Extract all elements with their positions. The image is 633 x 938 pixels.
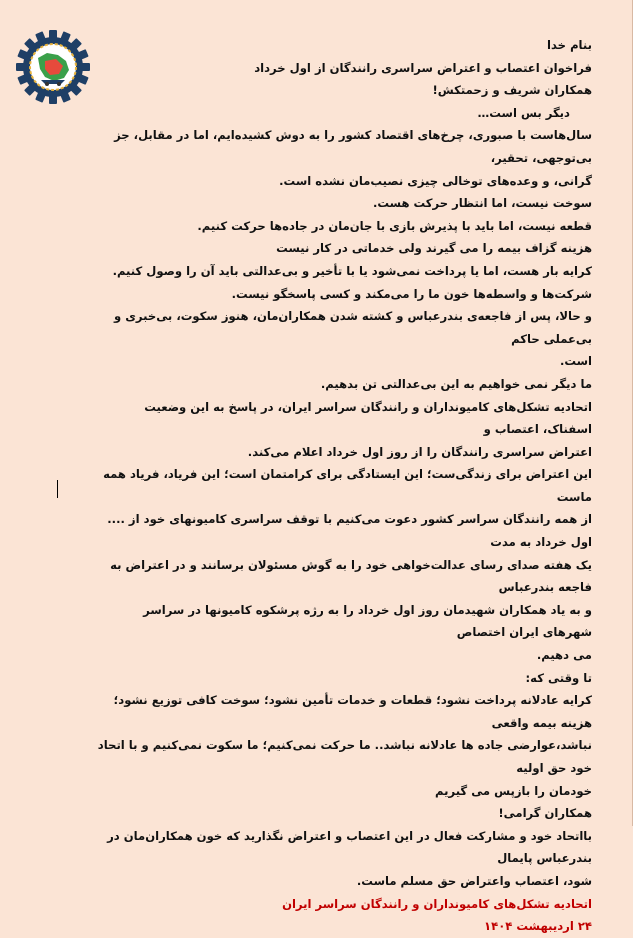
header-basmala: بنام خدا xyxy=(547,38,592,52)
body-line: قطعه نیست، اما باید با پذیرش بازی با جان‌مان در جاده‌ها حرکت کنیم. xyxy=(197,218,592,233)
body-line: از همه رانندگان سراسر کشور دعوت می‌کنیم با توقف سراسری کامیونهای خود از .... اول خرداد به مدت xyxy=(107,512,592,550)
document-title: فراخوان اعتصاب و اعتراض سراسری رانندگان از اول خرداد xyxy=(254,60,592,75)
body-line: شود، اعتصاب واعتراض حق مسلم ماست. xyxy=(356,873,592,888)
text-cursor xyxy=(57,480,58,498)
body-line: خودمان را بازپس می گیریم xyxy=(435,783,592,798)
body-line: و به یاد همکاران شهیدمان روز اول خرداد را به رژه پرشکوه کامیونها در سراسر شهرهای ایران اختصاص xyxy=(143,602,592,640)
body-line: ما دیگر نمی خواهیم به این بی‌عدالتی تن بدهیم. xyxy=(320,376,592,391)
body-line: کرایه بار هست، اما یا پرداخت نمی‌شود یا با تأخیر و بی‌عدالتی باید آن را وصول کنیم. xyxy=(112,263,592,278)
body-line: نباشد،عوارضی جاده ها عادلانه نباشد.. ما حرکت نمی‌کنیم؛ ما سکوت نمی‌کنیم و با اتحاد خود حق اولیه xyxy=(97,738,592,775)
body-line: شرکت‌ها و واسطه‌ها خون ما را می‌مکند و کسی پاسخگو نیست. xyxy=(231,286,592,301)
body-line: و حالا، پس از فاجعه‌ی بندرعباس و کشته شدن همکاران‌مان، هنوز سکوت، بی‌خبری و بی‌عملی حاکم xyxy=(114,309,592,346)
body-line: دیگر بس است… xyxy=(477,105,570,120)
body-line: هزینه گزاف بیمه را می گیرند ولی خدماتی در کار نیست xyxy=(276,241,592,256)
body-line: اعتراض سراسری رانندگان را از روز اول خرداد اعلام می‌کند. xyxy=(247,444,592,459)
body-line: سال‌هاست با صبوری، چرخ‌های اقتصاد کشور را به دوش کشیده‌ایم، اما در مقابل، جز بی‌توجهی، تحقیر، xyxy=(114,128,592,165)
body-line: یک هفته صدای رسای عدالت‌خواهی خود را به گوش مسئولان برسانند و در اعتراض به فاجعه بندرعباس xyxy=(110,557,592,595)
body-line: تا وقتی که: xyxy=(525,670,592,685)
document-date: ۲۴ اردیبهشت ۱۴۰۴ xyxy=(484,919,592,934)
greeting: همکاران شریف و زحمتکش! xyxy=(432,83,592,98)
signature: اتحادیه تشکل‌های کامیونداران و رانندگان سراسر ایران xyxy=(282,896,592,911)
body-line: سوخت نیست، اما انتظار حرکت هست. xyxy=(372,196,592,211)
document-body xyxy=(92,34,592,938)
body-line: همکاران گرامی! xyxy=(498,806,592,821)
body-line: بااتحاد خود و مشارکت فعال در این اعتصاب و اعتراض نگذارید که خون همکاران‌مان در بندرعباس پایمال xyxy=(107,828,592,866)
union-logo-icon xyxy=(14,28,92,106)
body-line: اتحادیه تشکل‌های کامیونداران و رانندگان سراسر ایران، در پاسخ به این وضعیت اسفناک، اعتصاب و xyxy=(144,399,592,437)
body-line: کرایه عادلانه پرداخت نشود؛ قطعات و خدمات تأمین نشود؛ سوخت کافی توزیع نشود؛ هزینه بیمه واقعی xyxy=(113,693,592,730)
gear-logo-with-iran-map-icon xyxy=(14,28,92,106)
body-line: گرانی، و وعده‌های توخالی چیزی نصیب‌مان نشده است. xyxy=(279,173,592,188)
body-line: این اعتراض برای زندگی‌ست؛ این ایستادگی برای کرامتمان است؛ این فریاد، فریاد همه ماست xyxy=(103,467,592,504)
body-line: است. xyxy=(559,354,592,369)
body-line: می دهیم. xyxy=(536,648,592,663)
